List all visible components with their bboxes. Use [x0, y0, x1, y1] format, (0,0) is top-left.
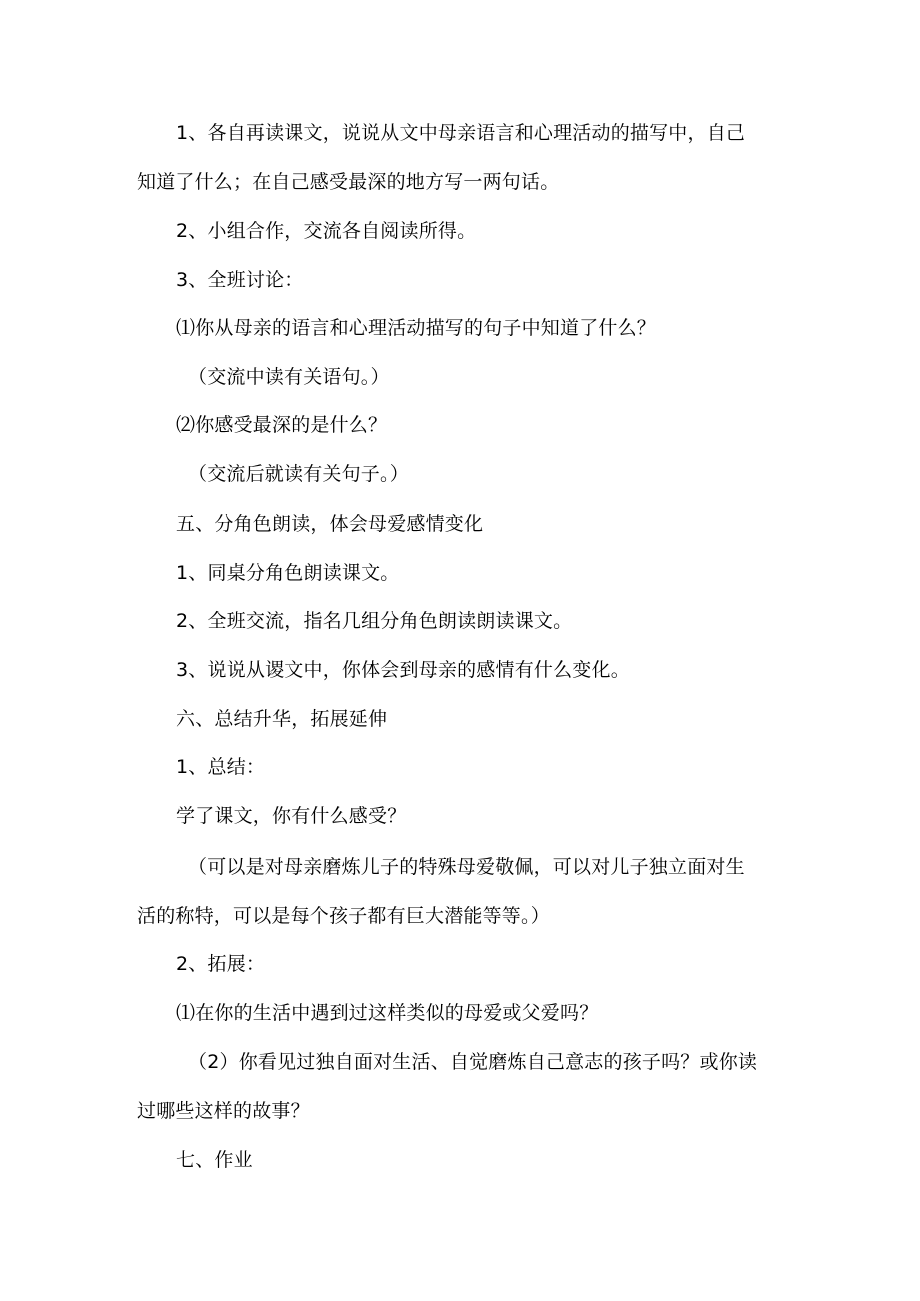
- text-line-5: ⑴你从母亲的语言和心理活动描写的句子中知道了什么？: [176, 317, 657, 339]
- text-line-16: （可以是对母亲磨炼儿子的特殊母爱敬佩，可以对儿子独立面对生: [188, 856, 745, 878]
- text-line-14: 1、总结：: [176, 756, 266, 778]
- section-heading-6: 六、总结升华，拓展延伸: [176, 708, 388, 730]
- text-line-10: 1、同桌分角色朗读课文。: [176, 562, 400, 584]
- text-line-6: （交流中读有关语句。）: [188, 366, 390, 388]
- text-line-11: 2、全班交流，指名几组分角色朗读朗读课文。: [176, 610, 573, 632]
- text-line-15: 学了课文，你有什么感受？: [176, 805, 407, 827]
- text-line-2: 知道了什么；在自己感受最深的地方写一两句话。: [137, 171, 560, 193]
- text-line-21: 过哪些这样的故事？: [137, 1100, 310, 1122]
- text-line-4: 3、全班讨论：: [176, 269, 304, 291]
- text-line-18: 2、拓展：: [176, 953, 266, 975]
- text-line-12: 3、说说从谡文中，你体会到母亲的感情有什么变化。: [176, 659, 630, 681]
- text-line-7: ⑵你感受最深的是什么？: [176, 414, 388, 436]
- section-heading-7: 七、作业: [176, 1149, 253, 1171]
- text-line-8: （交流后就读有关句子。）: [188, 463, 409, 485]
- text-line-17: 活的称特，可以是每个孩子都有巨大潜能等等。）: [137, 905, 550, 927]
- text-line-1: 1、各自再读课文，说说从文中母亲语言和心理活动的描写中，自己: [176, 122, 746, 144]
- section-heading-5: 五、分角色朗读，体会母爱感情变化: [176, 513, 484, 535]
- text-line-19: ⑴在你的生活中遇到过这样类似的母爱或父爱吗？: [176, 1002, 599, 1024]
- text-line-3: 2、小组合作，交流各自阅读所得。: [176, 220, 477, 242]
- text-line-20: （2）你看见过独自面对生活、自觉磨炼自己意志的孩子吗？或你读: [188, 1051, 758, 1073]
